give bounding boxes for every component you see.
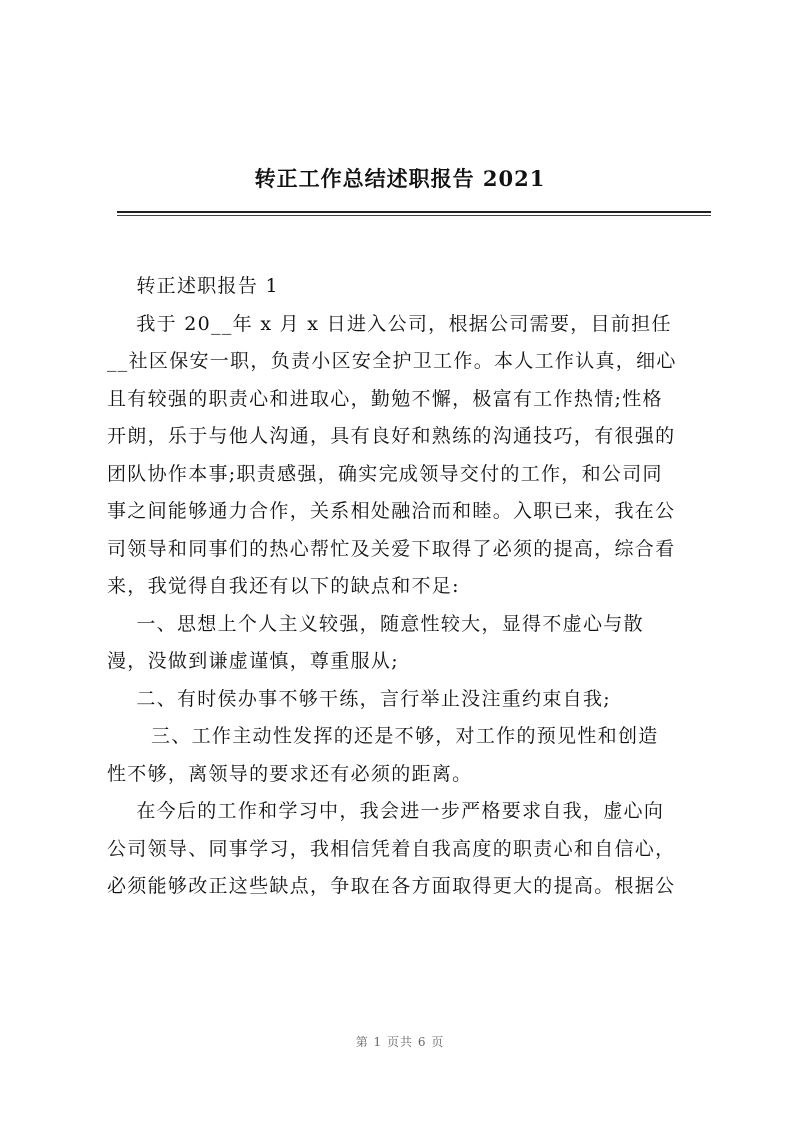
- paragraph-line: __社区保安一职，负责小区安全护卫工作。本人工作认真，细心: [107, 350, 677, 372]
- paragraph-line: 来，我觉得自我还有以下的缺点和不足:: [107, 575, 460, 597]
- section-heading: 转正述职报告 1: [107, 275, 279, 297]
- document-body: [107, 268, 713, 906]
- list-item-line: 三、工作主动性发挥的还是不够，对工作的预见性和创造: [107, 725, 659, 747]
- paragraph-line: 必须能够改正这些缺点，争取在各方面取得更大的提高。根据公: [107, 875, 676, 897]
- paragraph-line: 事之间能够通力合作，关系相处融洽而和睦。入职已来，我在公: [107, 500, 676, 522]
- document-title: 转正工作总结述职报告 2021: [254, 166, 546, 191]
- title-divider-thin: [117, 215, 711, 216]
- paragraph-line: 司领导和同事们的热心帮忙及关爱下取得了必须的提高，综合看: [107, 537, 676, 560]
- list-item-line: 漫，没做到谦虚谨慎，尊重服从;: [107, 650, 399, 672]
- paragraph-line: 开朗，乐于与他人沟通，具有良好和熟练的沟通技巧，有很强的: [107, 425, 676, 447]
- list-item-line: 一、思想上个人主义较强，随意性较大，显得不虚心与散: [107, 612, 644, 635]
- paragraph-line: 且有较强的职责心和进取心，勤勉不懈，极富有工作热情;性格: [107, 387, 663, 410]
- paragraph-line: 团队协作本事;职责感强，确实完成领导交付的工作，和公司同: [107, 462, 663, 485]
- list-item-line: 二、有时侯办事不够干练，言行举止没注重约束自我;: [107, 687, 611, 710]
- paragraph-line: 我于 20__年 x 月 x 日进入公司，根据公司需要，目前担任: [107, 312, 672, 335]
- title-divider-thick: [117, 211, 711, 213]
- paragraph-line: 公司领导、同事学习，我相信凭着自我高度的职责心和自信心，: [107, 837, 676, 860]
- paragraph-line: 在今后的工作和学习中，我会进一步严格要求自我，虚心向: [107, 800, 665, 822]
- page-footer: 第 1 页共 6 页: [355, 1035, 445, 1049]
- list-item-line: 性不够，离领导的要求还有必须的距离。: [107, 762, 473, 785]
